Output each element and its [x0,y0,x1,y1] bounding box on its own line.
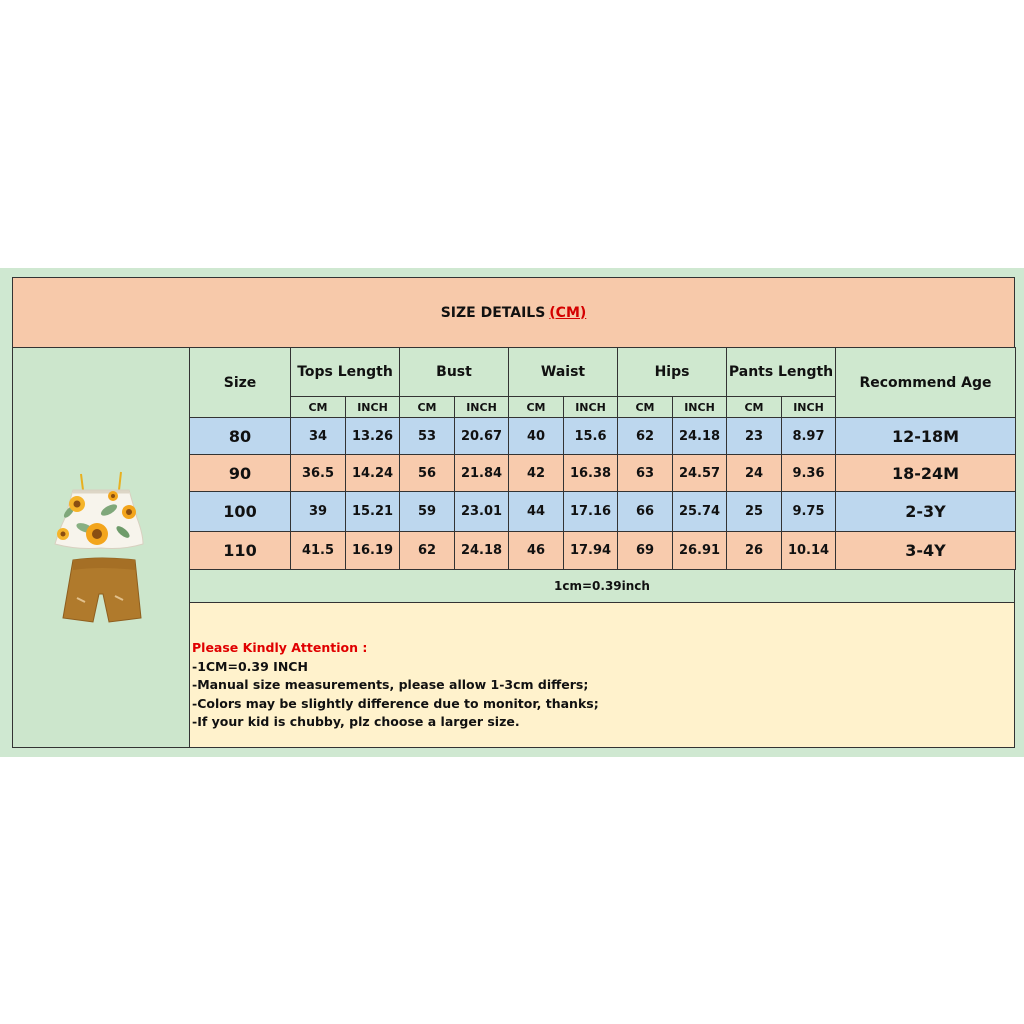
pants-inch-cell: 8.97 [782,418,836,455]
tops-inch-cell: 14.24 [346,455,400,492]
age-cell: 12-18M [836,418,1016,455]
bust-inch-cell: 20.67 [455,418,509,455]
waist-cm-cell: 44 [509,492,564,532]
pants-inch-cell: 9.75 [782,492,836,532]
hips-inch-cell: 24.57 [673,455,727,492]
title-text: SIZE DETAILS [440,304,546,321]
subheader-inch: INCH [782,397,836,418]
product-image-cell [12,347,190,748]
tops-inch-cell: 16.19 [346,532,400,570]
hips-cm-cell: 66 [618,492,673,532]
bust-inch-cell: 24.18 [455,532,509,570]
tops-inch-cell: 13.26 [346,418,400,455]
hips-cm-cell: 62 [618,418,673,455]
subheader-inch: INCH [673,397,727,418]
tops-cm-cell: 34 [291,418,346,455]
table-row [190,492,1016,532]
subheader-inch: INCH [564,397,618,418]
subheader-inch: INCH [346,397,400,418]
hips-inch-cell: 25.74 [673,492,727,532]
size-cell: 110 [190,532,291,570]
bust-cm-cell: 56 [400,455,455,492]
bust-inch-cell: 23.01 [455,492,509,532]
header-tops-length: Tops Length [291,348,400,397]
table-row [190,418,1016,455]
tops-inch-cell: 15.21 [346,492,400,532]
subheader-cm: CM [400,397,455,418]
bust-cm-cell: 53 [400,418,455,455]
age-cell: 3-4Y [836,532,1016,570]
waist-cm-cell: 46 [509,532,564,570]
product-image [51,468,151,628]
age-cell: 18-24M [836,455,1016,492]
hips-inch-cell: 24.18 [673,418,727,455]
notes-heading: Please Kindly Attention : [192,640,368,655]
header-row [190,348,1016,397]
bust-inch-cell: 21.84 [455,455,509,492]
subheader-cm: CM [727,397,782,418]
waist-inch-cell: 17.16 [564,492,618,532]
conversion-row [189,569,1015,603]
size-cell: 100 [190,492,291,532]
waist-inch-cell: 15.6 [564,418,618,455]
header-bust: Bust [400,348,509,397]
notes-box [189,602,1015,748]
subheader-inch: INCH [455,397,509,418]
note-line: -1CM=0.39 INCH [192,658,308,674]
header-size: Size [190,348,291,418]
header-hips: Hips [618,348,727,397]
title-row [12,277,1015,348]
table-row [190,532,1016,570]
pants-cm-cell: 24 [727,455,782,492]
table-row [190,455,1016,492]
size-cell: 80 [190,418,291,455]
header-recommend-age: Recommend Age [836,348,1016,418]
subheader-cm: CM [291,397,346,418]
pants-inch-cell: 9.36 [782,455,836,492]
pants-inch-cell: 10.14 [782,532,836,570]
size-table [189,347,1016,570]
tops-cm-cell: 41.5 [291,532,346,570]
waist-inch-cell: 17.94 [564,532,618,570]
waist-cm-cell: 42 [509,455,564,492]
pants-cm-cell: 25 [727,492,782,532]
subheader-cm: CM [618,397,673,418]
pants-cm-cell: 26 [727,532,782,570]
title-unit: (CM) [549,304,587,321]
tops-cm-cell: 39 [291,492,346,532]
header-pants-length: Pants Length [727,348,836,397]
hips-cm-cell: 69 [618,532,673,570]
age-cell: 2-3Y [836,492,1016,532]
subheader-cm: CM [509,397,564,418]
bust-cm-cell: 62 [400,532,455,570]
tops-cm-cell: 36.5 [291,455,346,492]
header-waist: Waist [509,348,618,397]
bust-cm-cell: 59 [400,492,455,532]
note-line: -Manual size measurements, please allow 1-3cm differs; [192,677,589,692]
pants-cm-cell: 23 [727,418,782,455]
note-line: -Colors may be slightly difference due to monitor, thanks; [192,695,599,711]
hips-cm-cell: 63 [618,455,673,492]
hips-inch-cell: 26.91 [673,532,727,570]
size-cell: 90 [190,455,291,492]
conversion-text: 1cm=0.39inch [554,579,650,593]
waist-inch-cell: 16.38 [564,455,618,492]
note-line: -If your kid is chubby, plz choose a larger size. [192,714,520,729]
waist-cm-cell: 40 [509,418,564,455]
